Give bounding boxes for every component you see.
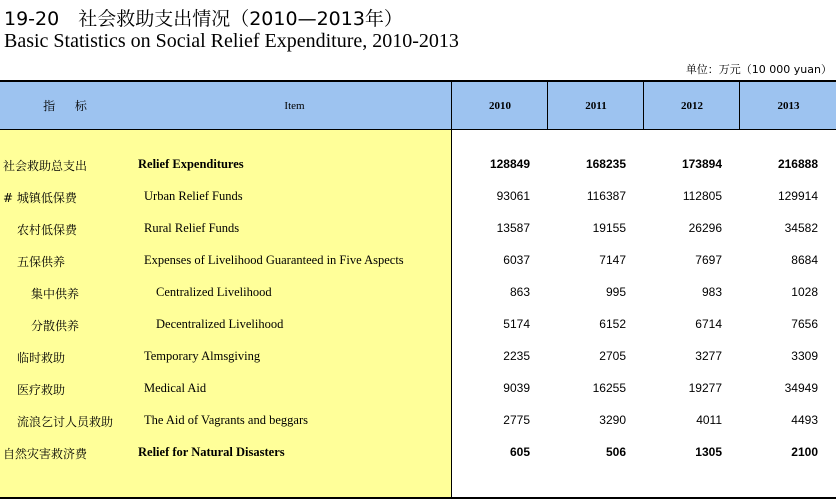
cell-2013: 8684	[791, 253, 818, 267]
table-row	[0, 253, 836, 273]
row-label-en: Relief Expenditures	[138, 157, 244, 171]
cell-2012: 4011	[696, 413, 722, 427]
item-column-background	[0, 130, 451, 498]
row-label-en: Decentralized Livelihood	[156, 317, 284, 331]
cell-2011: 6152	[599, 317, 626, 331]
page-title-english: Basic Statistics on Social Relief Expenditure, 2010-2013	[4, 30, 459, 52]
header-year-2013: 2013	[739, 82, 836, 129]
page-title-chinese: 19-20 社会救助支出情况（2010—2013年）	[4, 8, 403, 30]
table-row	[0, 285, 836, 305]
cell-2011: 3290	[599, 413, 626, 427]
cell-2013: 7656	[791, 317, 818, 331]
cell-2013: 216888	[777, 157, 818, 171]
cell-2010: 128849	[489, 157, 530, 171]
cell-2010: 5174	[503, 317, 530, 331]
header-item: Item	[284, 99, 305, 112]
cell-2010: 863	[509, 285, 530, 299]
cell-2010: 9039	[503, 381, 530, 395]
row-label-cn: 社会救助总支出	[3, 159, 88, 173]
cell-2012: 1305	[695, 445, 722, 459]
cell-2011: 168235	[585, 157, 626, 171]
row-label-en: Medical Aid	[144, 381, 207, 395]
row-label-cn: 自然灾害救济费	[3, 447, 88, 461]
table-row	[0, 157, 836, 177]
row-label-cn: 五保供养	[17, 255, 66, 269]
table-row	[0, 413, 836, 433]
cell-2012: 7697	[695, 253, 722, 267]
row-label-en: Urban Relief Funds	[144, 189, 243, 203]
cell-2013: 4493	[791, 413, 818, 427]
cell-2010: 2775	[503, 413, 530, 427]
table-header	[0, 82, 836, 130]
cell-2011: 116387	[586, 189, 626, 203]
cell-2010: 6037	[503, 253, 530, 267]
cell-2010: 2235	[503, 349, 530, 363]
cell-2010: 13587	[496, 221, 530, 235]
table-row	[0, 317, 836, 337]
cell-2011: 2705	[599, 349, 626, 363]
cell-2012: 3277	[695, 349, 722, 363]
cell-2010: 93061	[496, 189, 530, 203]
header-year-2012: 2012	[643, 82, 740, 129]
row-label-cn: 分散供养	[31, 319, 80, 333]
cell-2011: 16255	[592, 381, 626, 395]
cell-2011: 19155	[592, 221, 626, 235]
cell-2013: 1028	[791, 285, 818, 299]
cell-2012: 6714	[695, 317, 722, 331]
row-label-cn: 临时救助	[17, 351, 66, 365]
row-label-en: Rural Relief Funds	[144, 221, 240, 235]
cell-2013: 3309	[791, 349, 818, 363]
cell-2010: 605	[509, 445, 530, 459]
row-label-cn: 农村低保费	[17, 223, 78, 237]
header-year-2010: 2010	[451, 82, 548, 129]
row-label-cn: 集中供养	[31, 287, 80, 301]
table-row	[0, 221, 836, 241]
cell-2013: 34949	[784, 381, 818, 395]
cell-2013: 2100	[791, 445, 818, 459]
cell-2013: 129914	[777, 189, 818, 203]
cell-2011: 7147	[599, 253, 626, 267]
row-label-en: Temporary Almsgiving	[144, 349, 261, 363]
table-row	[0, 381, 836, 401]
unit-note: 单位：万元（10 000 yuan）	[685, 63, 832, 76]
cell-2012: 112805	[682, 189, 722, 203]
cell-2011: 506	[605, 445, 626, 459]
row-label-en: The Aid of Vagrants and beggars	[144, 413, 308, 427]
table-row	[0, 445, 836, 465]
row-label-cn: # 城镇低保费	[3, 191, 77, 205]
bottom-rule	[0, 497, 836, 499]
cell-2011: 995	[605, 285, 626, 299]
cell-2012: 173894	[681, 157, 722, 171]
header-indicator-cn: 指 标	[43, 99, 95, 113]
row-label-cn: 医疗救助	[17, 383, 66, 397]
row-label-en: Expenses of Livelihood Guaranteed in Five Aspects	[144, 253, 404, 267]
cell-2012: 19277	[688, 381, 722, 395]
table-row	[0, 189, 836, 209]
cell-2012: 26296	[688, 221, 722, 235]
cell-2012: 983	[701, 285, 722, 299]
row-label-cn: 流浪乞讨人员救助	[17, 415, 114, 429]
cell-2013: 34582	[784, 221, 818, 235]
row-label-en: Relief for Natural Disasters	[138, 445, 285, 459]
table-row	[0, 349, 836, 369]
header-year-2011: 2011	[547, 82, 644, 129]
row-label-en: Centralized Livelihood	[156, 285, 272, 299]
